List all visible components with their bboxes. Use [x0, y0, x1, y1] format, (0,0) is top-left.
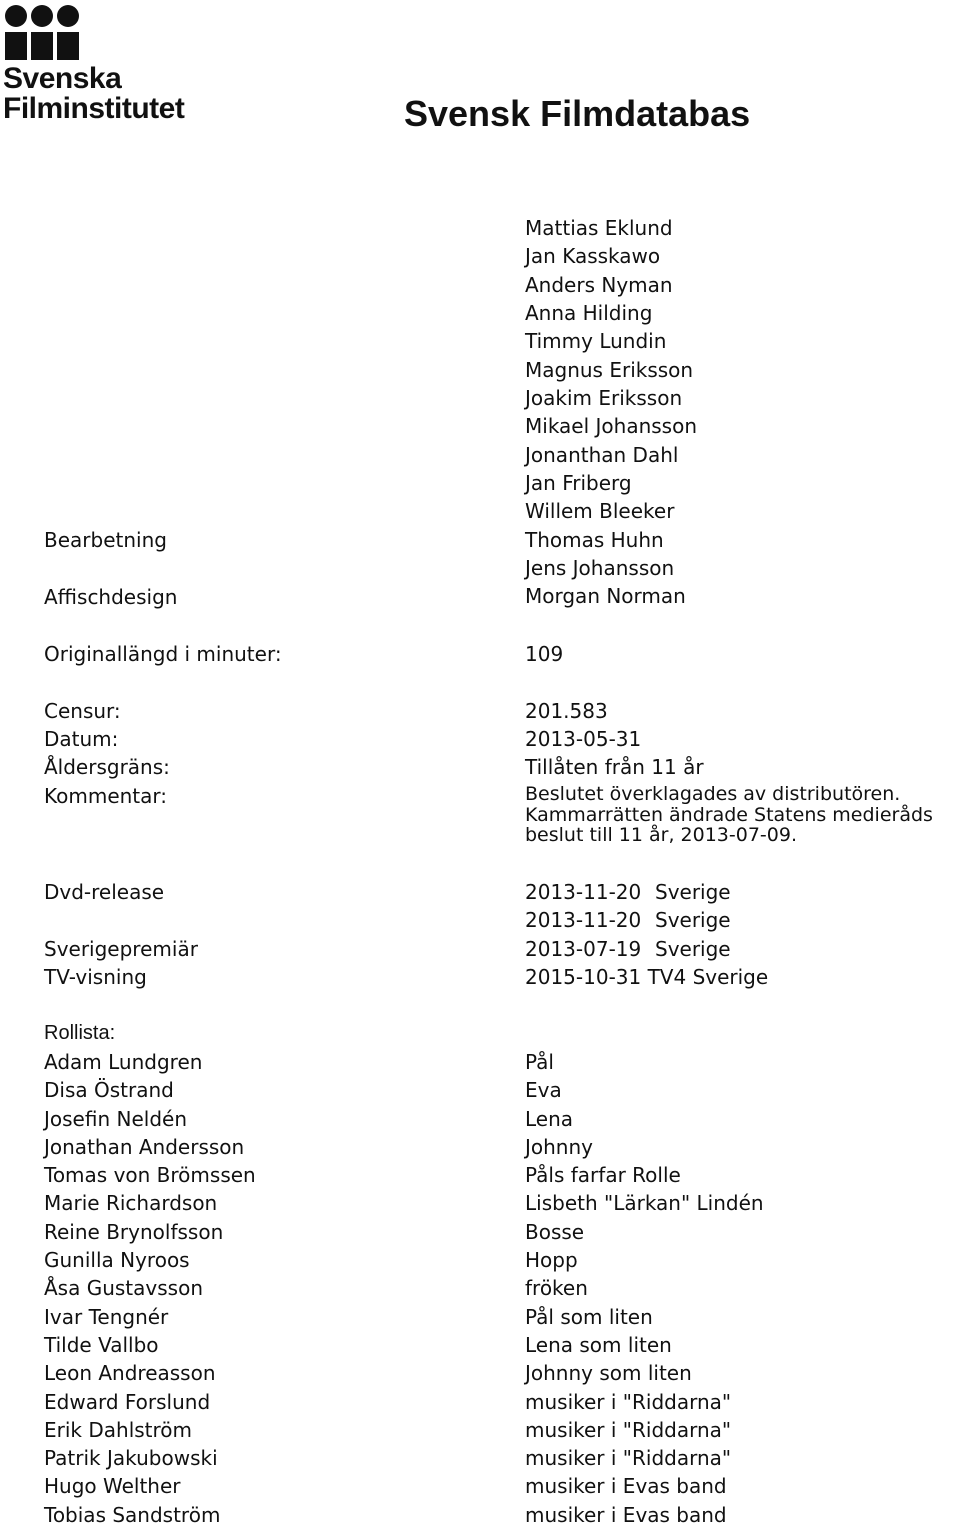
- crew-name: Joakim Eriksson: [525, 386, 683, 411]
- actor-name: Adam Lundgren: [44, 1050, 203, 1074]
- role-name: musiker i Evas band: [525, 1502, 727, 1527]
- crew-name-list: [525, 214, 697, 611]
- actor-name: Åsa Gustavsson: [44, 1276, 203, 1301]
- release-place: Sverige: [655, 880, 731, 904]
- role-name: Pål som liten: [525, 1304, 653, 1329]
- crew-name: Anders Nyman: [525, 272, 673, 297]
- actor-name: Disa Östrand: [44, 1078, 174, 1103]
- page-title: Svensk Filmdatabas: [404, 93, 751, 134]
- actor-name: Tobias Sandström: [44, 1502, 221, 1527]
- role-name: Pål: [525, 1050, 554, 1074]
- cast-heading: Rollista:: [44, 1022, 116, 1044]
- crew-name: Jan Kasskawo: [525, 244, 661, 269]
- crew-name: Willem Bleeker: [525, 499, 675, 524]
- role-name: Lena: [525, 1106, 574, 1131]
- value-kommentar: Beslutet överklagades av distributören. Kammarrätten ändrade Statens medieråds beslut till 11 år, 2013-07-09.: [525, 783, 933, 846]
- value-aldersgrans: Tillåten från 11 år: [525, 755, 704, 779]
- role-name: Lena som liten: [525, 1332, 672, 1357]
- actor-name: Tilde Vallbo: [44, 1332, 159, 1357]
- crew-name: Jonanthan Dahl: [525, 442, 679, 467]
- actor-name: Jonathan Andersson: [44, 1134, 245, 1159]
- role-name: musiker i "Riddarna": [525, 1389, 732, 1414]
- value-censur: 201.583: [525, 699, 608, 723]
- crew-name: Jan Friberg: [525, 471, 632, 496]
- role-name: Bosse: [525, 1219, 585, 1244]
- logo-line-2: Filminstitutet: [3, 92, 185, 125]
- actor-name: Tomas von Brömssen: [44, 1163, 256, 1188]
- actor-name: Marie Richardson: [44, 1191, 218, 1216]
- label-dvd-release: Dvd-release: [44, 880, 165, 904]
- label-bearbetning: Bearbetning: [44, 528, 167, 552]
- actor-name: Patrik Jakubowski: [44, 1446, 218, 1471]
- release-place: Sverige: [655, 908, 731, 932]
- release-row: [525, 878, 731, 906]
- role-name: Lisbeth "Lärkan" Lindén: [525, 1191, 764, 1216]
- release-row: [525, 935, 731, 963]
- crew-name: Timmy Lundin: [525, 329, 667, 354]
- label-sverigepremiar: Sverigepremiär: [44, 937, 198, 961]
- release-place: Sverige: [655, 937, 731, 961]
- label-original-length: Originallängd i minuter:: [44, 642, 282, 666]
- crew-name: Mikael Johansson: [525, 414, 698, 439]
- label-affischdesign: Affischdesign: [44, 585, 178, 609]
- actor-name: Leon Andreasson: [44, 1361, 216, 1386]
- logo-mark-icon: [3, 4, 208, 64]
- crew-name: Jens Johansson: [525, 556, 675, 581]
- release-date: 2013-07-19: [525, 937, 642, 961]
- logo-line-1: Svenska: [3, 62, 122, 95]
- role-name: Påls farfar Rolle: [525, 1163, 681, 1188]
- release-date: 2013-11-20: [525, 908, 642, 932]
- label-datum: Datum:: [44, 727, 119, 751]
- crew-name: Thomas Huhn: [525, 527, 664, 552]
- actor-name: Edward Forslund: [44, 1389, 211, 1414]
- role-name: musiker i "Riddarna": [525, 1417, 732, 1442]
- release-row: [525, 906, 731, 934]
- crew-name: Morgan Norman: [525, 584, 686, 609]
- crew-name: Mattias Eklund: [525, 216, 673, 240]
- role-list: [525, 1048, 764, 1529]
- value-datum: 2013-05-31: [525, 727, 642, 751]
- role-name: Johnny som liten: [525, 1361, 692, 1386]
- role-name: musiker i "Riddarna": [525, 1446, 732, 1471]
- value-original-length: 109: [525, 642, 564, 666]
- actor-name: Josefin Neldén: [44, 1106, 187, 1131]
- actor-name: Ivar Tengnér: [44, 1304, 169, 1329]
- role-name: fröken: [525, 1276, 588, 1301]
- actor-name: Erik Dahlström: [44, 1417, 193, 1442]
- label-tv-visning: TV-visning: [44, 965, 147, 989]
- actor-list: [44, 1048, 256, 1529]
- actor-name: Reine Brynolfsson: [44, 1219, 224, 1244]
- role-name: Johnny: [525, 1134, 593, 1159]
- svenska-filminstitutet-logo: [3, 4, 208, 124]
- role-name: musiker i Evas band: [525, 1474, 727, 1499]
- actor-name: Gunilla Nyroos: [44, 1248, 190, 1273]
- label-aldersgrans: Åldersgräns:: [44, 755, 170, 779]
- value-tv-visning: 2015-10-31 TV4 Sverige: [525, 965, 769, 989]
- release-date: 2013-11-20: [525, 880, 642, 904]
- role-name: Eva: [525, 1078, 562, 1103]
- role-name: Hopp: [525, 1248, 578, 1273]
- label-censur: Censur:: [44, 699, 121, 723]
- crew-name: Anna Hilding: [525, 301, 653, 326]
- label-kommentar: Kommentar:: [44, 784, 168, 808]
- actor-name: Hugo Welther: [44, 1474, 181, 1499]
- crew-name: Magnus Eriksson: [525, 357, 694, 382]
